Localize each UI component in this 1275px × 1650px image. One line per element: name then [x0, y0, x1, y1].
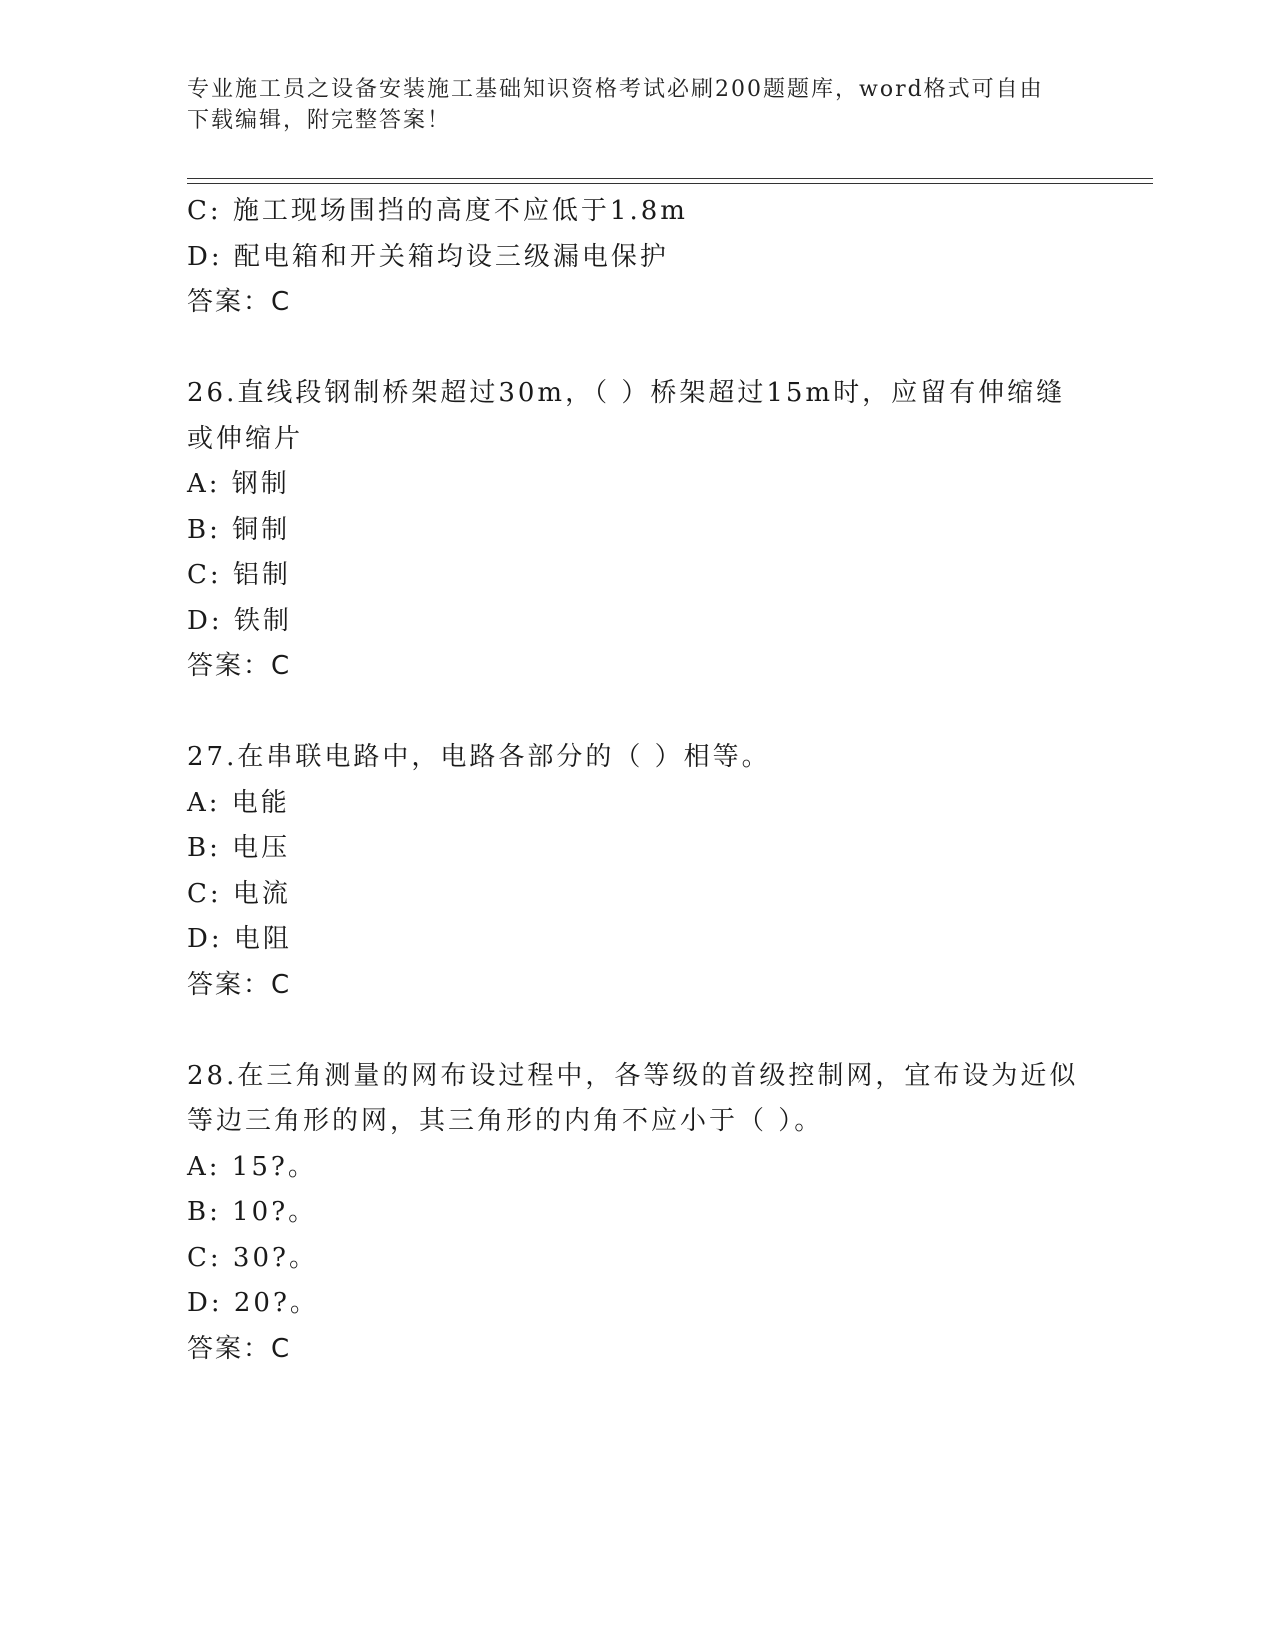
option-a: A: 钢制: [187, 469, 290, 499]
spacer: [187, 690, 1087, 736]
question-text: 27.在串联电路中，电路各部分的（ ）相等。: [187, 742, 771, 772]
question-text: 28.在三角测量的网布设过程中，各等级的首级控制网，宜布设为近似等边三角形的网，其三角形的内角不应小于（ ）。: [187, 1060, 1079, 1136]
option-b: B: 铜制: [187, 514, 291, 545]
option-a: A: 15?。: [187, 1151, 317, 1182]
question-block-26: [187, 371, 1087, 690]
header-rule-top: [187, 178, 1153, 179]
spacer: [187, 1008, 1087, 1054]
option-d: D: 电阻: [187, 924, 292, 954]
spacer: [187, 326, 1087, 372]
document-header: 专业施工员之设备安装施工基础知识资格考试必刷200题题库，word格式可自由下载编辑，附完整答案！: [187, 77, 1044, 133]
option-b: B: 电压: [187, 833, 291, 863]
header-rule-bottom: [187, 183, 1153, 184]
option-c: C: 30?。: [187, 1242, 318, 1273]
prev-question-block: [187, 189, 1087, 326]
question-text: 26.直线段钢制桥架超过30m，（ ）桥架超过15m时，应留有伸缩缝或伸缩片: [187, 378, 1066, 454]
question-block-27: [187, 735, 1087, 1008]
option-b: B: 10?。: [187, 1197, 318, 1227]
answer-line: 答案：C: [187, 651, 292, 681]
option-c: C: 铝制: [187, 560, 291, 590]
answer-line: 答案：C: [187, 969, 292, 1000]
option-d: D: 配电箱和开关箱均设三级漏电保护: [187, 241, 669, 272]
question-content: [187, 189, 1087, 1372]
option-c: C: 施工现场围挡的高度不应低于1.8m: [187, 196, 688, 226]
option-a: A: 电能: [187, 787, 290, 818]
option-c: C: 电流: [187, 878, 291, 909]
answer-line: 答案：C: [187, 1333, 292, 1364]
answer-line: 答案：C: [187, 287, 292, 317]
option-d: D: 20?。: [187, 1288, 319, 1318]
question-block-28: [187, 1054, 1087, 1373]
option-d: D: 铁制: [187, 605, 292, 636]
